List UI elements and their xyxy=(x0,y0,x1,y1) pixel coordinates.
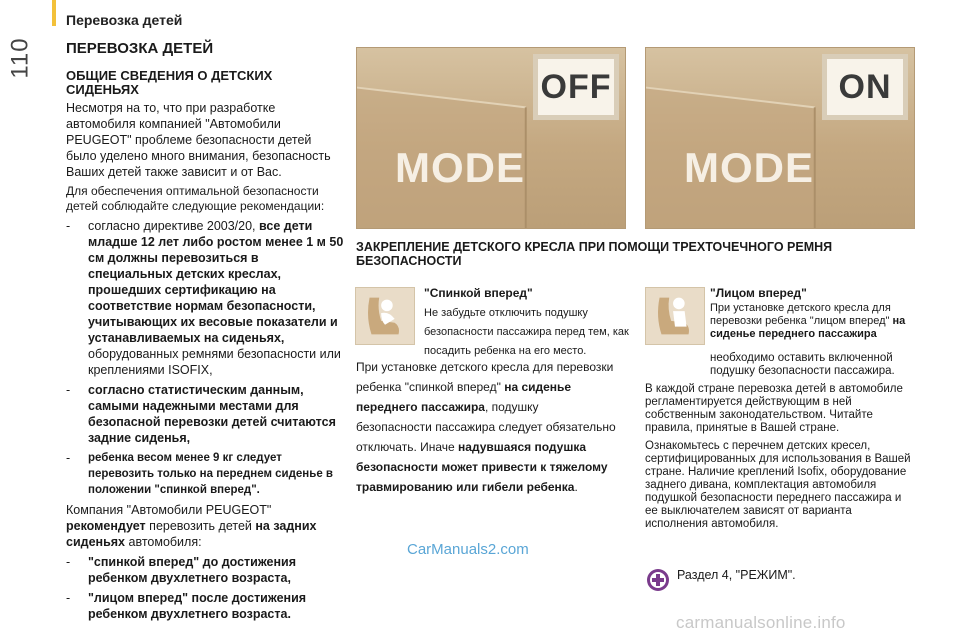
rear-body-text: При установке детского кресла для перевозки ребенка "спинкой вперед" xyxy=(356,360,614,394)
recommendation-text: перевозить детей xyxy=(149,519,252,533)
rear-facing-note: Не забудьте отключить подушку безопасности пассажира перед тем, как посадить ребенка на его место. xyxy=(424,307,629,357)
forward-facing-body xyxy=(645,354,917,536)
section-reference: Раздел 4, "РЕЖИМ". xyxy=(677,568,796,582)
plus-icon xyxy=(646,568,670,592)
rear-body-text: , подушку безопасности пассажира следует обязательно отключать. Иначе xyxy=(356,400,616,454)
recommendation-text: автомобиля: xyxy=(128,535,202,549)
footer-watermark: carmanualsonline.info xyxy=(676,613,846,632)
recommendation-text: Компания "Автомобили PEUGEOT" xyxy=(66,503,272,517)
bullet-bold-text: согласно статистическим данным, самыми надежными местами для безопасной перевозки детей считаются задние сиденья, xyxy=(88,383,336,445)
rear-facing-heading: "Спинкой вперед" xyxy=(424,286,533,300)
bullet-tail-text: оборудованных ремнями безопасности или креплениями ISOFIX, xyxy=(88,347,341,377)
header-accent-bar xyxy=(52,0,56,26)
bullet-bold-text: ребенка весом менее 9 кг следует перевозить только на переднем сиденье в положении "спинкой вперед". xyxy=(88,452,333,496)
bullet-bold-text: "спинкой вперед" до достижения ребенком двухлетнего возраста, xyxy=(88,555,297,585)
section-title: ЗАКРЕПЛЕНИЕ ДЕТСКОГО КРЕСЛА ПРИ ПОМОЩИ ТРЕХТОЧЕЧНОГО РЕМНЯ БЕЗОПАСНОСТИ xyxy=(356,240,833,268)
list-item: - ребенка весом менее 9 кг следует перевозить только на переднем сиденье в положении "спинкой вперед". xyxy=(66,450,344,498)
recommendations-intro: Для обеспечения оптимальной безопасности детей соблюдайте следующие рекомендации: xyxy=(66,184,325,213)
on-label: ON xyxy=(822,54,908,120)
front-note-text: При установке детского кресла для перевозки ребенка "лицом вперед" xyxy=(710,302,891,327)
mode-label: MODE xyxy=(684,144,814,191)
bullet-bold-text: "лицом вперед" после достижения ребенком двухлетнего возраста. xyxy=(88,591,307,621)
airbag-on-panel-image xyxy=(645,47,915,229)
rear-facing-seat-icon xyxy=(355,287,415,345)
intro-paragraph: Несмотря на то, что при разработке автомобиля компанией "Автомобили PEUGEOT" проблеме безопасности детей было уделено много внимания, безопасность Ваших детей также зависит и от Вас. xyxy=(66,101,331,179)
mode-label: MODE xyxy=(395,144,525,191)
list-item: - "лицом вперед" после достижения ребенком двухлетнего возраста. xyxy=(66,590,344,622)
left-column xyxy=(66,40,344,626)
header-title: Перевозка детей xyxy=(66,12,183,28)
front-note-bold: на сиденье переднего пассажира xyxy=(710,315,906,340)
main-title: ПЕРЕВОЗКА ДЕТЕЙ xyxy=(66,40,214,57)
legislation-paragraph: В каждой стране перевозка детей в автомобиле регламентируется действующим в ней собственным законодательством. Читайте правила, принятые в Вашей стране. xyxy=(645,383,903,434)
rear-body-text: . xyxy=(574,480,578,494)
certification-paragraph: Ознакомьтесь с перечнем детских кресел, сертифицированных для использования в Вашей стране. Наличие креплений Isofix, оборудование заднего дивана, комплектация автомобиля подушкой безопасности переднего пассажира и ее выключателем зависят от варианта исполнения автомобиля. xyxy=(645,440,911,530)
airbag-off-panel-image xyxy=(356,47,626,229)
forward-facing-note xyxy=(710,302,920,341)
recommendation-bold: рекомендует xyxy=(66,519,146,533)
off-label: OFF xyxy=(533,54,619,120)
bullet-bold-text: все дети младше 12 лет либо ростом менее 1 м 50 см должны перевозиться в специальных детских креслах, прошедших сертификацию на соответствие нормам безопасности, учитывающих их весовые показатели и устанавливаемых на сиденьях, xyxy=(88,219,344,345)
watermark: CarManuals2.com xyxy=(407,541,529,558)
recommendation-paragraph xyxy=(66,502,344,550)
page-number: 110 xyxy=(6,37,34,79)
list-item: - согласно статистическим данным, самыми надежными местами для безопасной перевозки детей считаются задние сиденья, xyxy=(66,382,344,446)
front-note-continuation: необходимо оставить включенной подушку безопасности пассажира. xyxy=(710,352,895,377)
list-item: - согласно директиве 2003/20, все дети младше 12 лет либо ростом менее 1 м 50 см должны перевозиться в специальных детских креслах, прошедших сертификацию на соответствие нормам безопасности, учитывающих их весовые показатели и устанавливаемых на сиденьях, оборудованных ремнями безопасности или креплениями ISOFIX, xyxy=(66,219,344,377)
rear-body-bold: надувшаяся подушка безопасности может привести к тяжелому травмированию или гибели ребенка xyxy=(356,440,608,494)
recommendation-bold: на задних сиденьях xyxy=(66,519,317,549)
rear-body-bold: на сиденье переднего пассажира xyxy=(356,380,572,414)
subtitle: ОБЩИЕ СВЕДЕНИЯ О ДЕТСКИХ СИДЕНЬЯХ xyxy=(66,68,273,97)
forward-facing-heading: "Лицом вперед" xyxy=(710,286,807,300)
rear-facing-body xyxy=(356,357,616,497)
bullet-text: согласно директиве 2003/20, xyxy=(88,219,256,233)
list-item: - "спинкой вперед" до достижения ребенком двухлетнего возраста, xyxy=(66,554,344,586)
forward-facing-seat-icon xyxy=(645,287,705,345)
